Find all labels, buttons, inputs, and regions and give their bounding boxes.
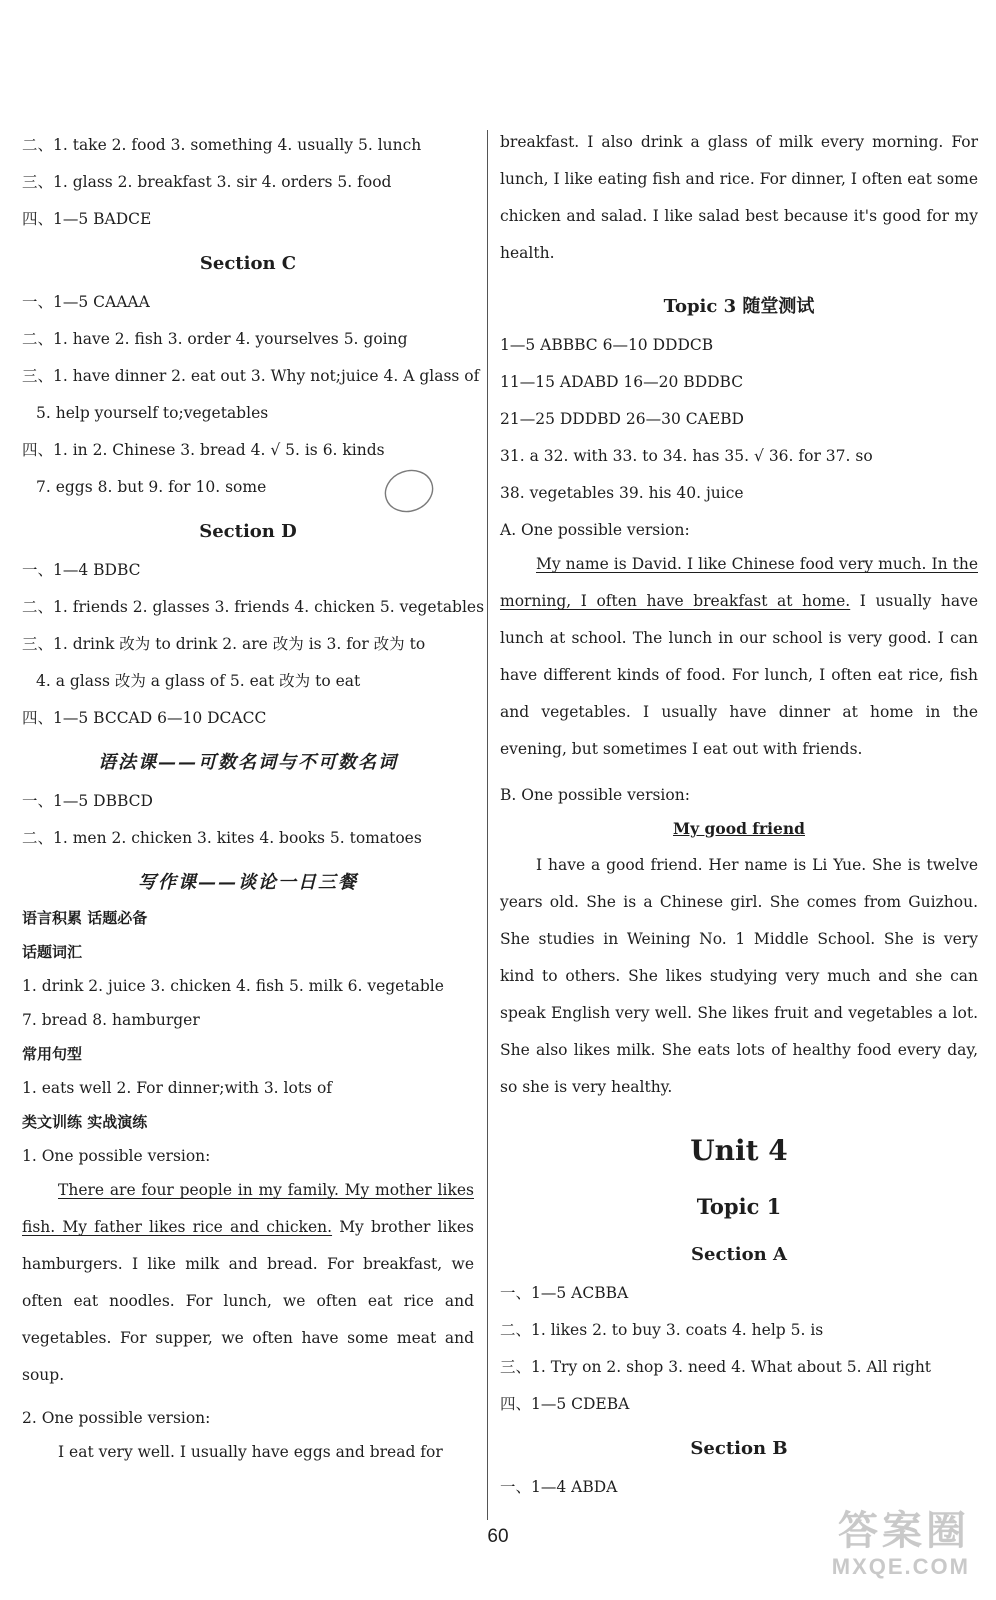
answer-line: 4. a glass 改为 a glass of 5. eat 改为 to eat xyxy=(36,672,361,690)
watermark-mark: 答案圈 xyxy=(838,1509,970,1553)
section-heading: Section C xyxy=(199,253,297,274)
answer-line: 三、1. have dinner 2. eat out 3. Why not;juice 4. A glass of xyxy=(22,367,480,385)
answer-line: 7. bread 8. hamburger xyxy=(22,1011,200,1029)
essay-text: My brother likes hamburgers. I like milk and bread. For breakfast, we often eat noodles. For lunch, we often eat rice and vegetables. For supper, we often have some meat and soup. xyxy=(22,1218,474,1384)
lesson-heading: 写作课——谈论一日三餐 xyxy=(138,872,358,893)
answer-line: 一、1—5 ACBBA xyxy=(500,1284,629,1302)
lesson-heading: 语法课——可数名词与不可数名词 xyxy=(98,752,398,773)
subsection-label: 常用句型 xyxy=(22,1045,83,1063)
topic-heading: Topic 1 xyxy=(696,1194,782,1219)
right-column xyxy=(500,118,978,1497)
section-heading: Section A xyxy=(691,1244,787,1265)
answer-line: 31. a 32. with 33. to 34. has 35. √ 36. for 37. so xyxy=(500,447,873,465)
answer-line: 1—5 ABBBC 6—10 DDDCB xyxy=(500,336,714,354)
answer-line: 38. vegetables 39. his 40. juice xyxy=(500,484,744,502)
answer-line: 四、1. in 2. Chinese 3. bread 4. √ 5. is 6. kinds xyxy=(22,441,385,459)
answer-line: 1. drink 2. juice 3. chicken 4. fish 5. milk 6. vegetable xyxy=(22,977,444,995)
left-column xyxy=(22,118,485,1471)
unit-heading: Unit 4 xyxy=(690,1134,788,1167)
essay-paragraph xyxy=(500,847,978,1106)
answer-line: 三、1. glass 2. breakfast 3. sir 4. orders 5. food xyxy=(22,173,392,191)
underlined-sentence: There are four people in my family. My mother likes fish. My father likes rice and chicken. xyxy=(22,1181,474,1236)
answer-line: B. One possible version: xyxy=(500,786,690,804)
watermark-site: MXQE.COM xyxy=(831,1554,970,1579)
answer-line: 一、1—4 BDBC xyxy=(22,561,141,579)
essay-text: I eat very well. I usually have eggs and bread for xyxy=(58,1443,443,1461)
answer-line: 二、1. take 2. food 3. something 4. usually 5. lunch xyxy=(22,136,422,154)
answer-line: 二、1. men 2. chicken 3. kites 4. books 5. tomatoes xyxy=(22,829,422,847)
essay-paragraph xyxy=(22,1172,474,1394)
essay-text: I have a good friend. Her name is Li Yue. She is twelve years old. She is a Chinese girl. She comes from Guizhou. She studies in Weining No. 1 Middle School. She is very kind to others. She likes studying very much and she can speak English very well. She likes fruit and vegetables a lot. She also likes milk. She eats lots of healthy food every day, so she is very healthy. xyxy=(500,856,978,1096)
subsection-label: 话题词汇 xyxy=(22,943,83,961)
answer-line: 一、1—5 CAAAA xyxy=(22,293,150,311)
answer-line: 四、1—5 CDEBA xyxy=(500,1395,630,1413)
answer-line: 二、1. likes 2. to buy 3. coats 4. help 5. is xyxy=(500,1321,824,1339)
section-heading: Topic 3 随堂测试 xyxy=(663,296,815,317)
answer-line: 1. One possible version: xyxy=(22,1147,211,1165)
answer-line: 二、1. friends 2. glasses 3. friends 4. chicken 5. vegetables xyxy=(22,598,485,616)
answer-line: 2. One possible version: xyxy=(22,1409,211,1427)
answer-line: 三、1. drink 改为 to drink 2. are 改为 is 3. for 改为 to xyxy=(22,635,426,653)
underlined-sentence: My name is David. I like Chinese food very much. In the morning, I often have breakfast at home. xyxy=(500,555,978,610)
answer-line: 7. eggs 8. but 9. for 10. some xyxy=(36,478,267,496)
subsection-label: 类文训练 实战演练 xyxy=(22,1113,148,1131)
section-heading: Section B xyxy=(690,1438,788,1459)
watermark-logo xyxy=(780,1508,970,1588)
essay-title: My good friend xyxy=(673,819,805,838)
answer-line: 一、1—5 DBBCD xyxy=(22,792,153,810)
essay-paragraph xyxy=(22,1434,474,1471)
essay-text: I usually have lunch at school. The lunch in our school is very good. I can have different kinds of food. For lunch, I often eat rice, fish and vegetables. I usually have dinner at home in the evening, but sometimes I eat out with friends. xyxy=(500,592,978,758)
essay-paragraph: breakfast. I also drink a glass of milk every morning. For lunch, I like eating fish and rice. For dinner, I often eat some chicken and salad. I like salad best because it's good for my health. xyxy=(500,133,978,262)
column-divider xyxy=(487,130,488,1520)
answer-line: 11—15 ADABD 16—20 BDDBC xyxy=(500,373,744,391)
answer-line: 5. help yourself to;vegetables xyxy=(36,404,269,422)
answer-line: 三、1. Try on 2. shop 3. need 4. What about 5. All right xyxy=(500,1358,932,1376)
subsection-label: 语言积累 话题必备 xyxy=(22,909,148,927)
page-number: 60 xyxy=(487,1526,509,1547)
answer-line: 21—25 DDDBD 26—30 CAEBD xyxy=(500,410,744,428)
answer-line: 一、1—4 ABDA xyxy=(500,1478,618,1496)
answer-line: 二、1. have 2. fish 3. order 4. yourselves 5. going xyxy=(22,330,408,348)
essay-paragraph xyxy=(500,546,978,768)
ink-stamp-mark xyxy=(380,462,438,520)
answer-line: 1. eats well 2. For dinner;with 3. lots of xyxy=(22,1079,333,1097)
answer-line: 四、1—5 BCCAD 6—10 DCACC xyxy=(22,709,267,727)
section-heading: Section D xyxy=(199,521,297,542)
answer-line: A. One possible version: xyxy=(500,521,690,539)
answer-line: 四、1—5 BADCE xyxy=(22,210,152,228)
